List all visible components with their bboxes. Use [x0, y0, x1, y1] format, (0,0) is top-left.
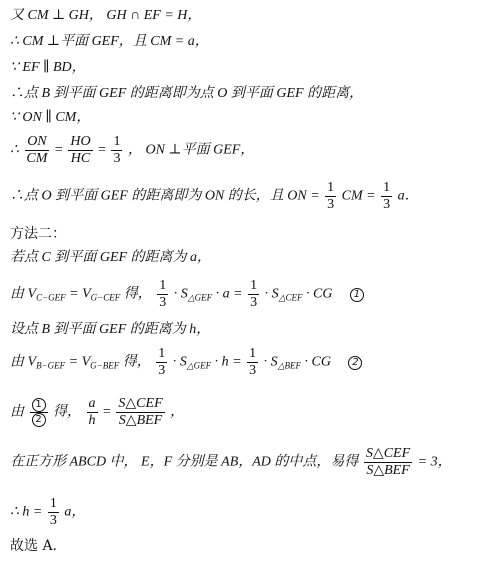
- text-part: =: [103, 404, 111, 420]
- subscript: △GEF: [187, 292, 213, 303]
- text-part: 在正方形 ABCD 中， E，F 分别是 AB，AD 的中点，易得: [10, 454, 359, 470]
- text-part: · S: [172, 354, 187, 370]
- line-3: ∵ EF ∥ BD，: [10, 60, 86, 75]
- text-part: 得，: [119, 354, 151, 370]
- text-part: · CG: [302, 286, 333, 302]
- frac-den: 3: [158, 363, 166, 378]
- circled-number-2: 2: [348, 356, 362, 370]
- frac-num: a: [88, 396, 96, 411]
- text-part: · S: [173, 286, 188, 302]
- frac-num: 1: [159, 278, 167, 293]
- text-part: 得，: [120, 286, 152, 302]
- frac-den: 3: [159, 295, 167, 310]
- subscript: △GEF: [186, 360, 212, 371]
- frac-num: HO: [70, 134, 91, 149]
- line-12: [10, 346, 362, 379]
- frac-den: 3: [49, 513, 57, 528]
- frac-num: 1: [250, 278, 258, 293]
- frac-den: 3: [250, 295, 258, 310]
- text-part: · a =: [212, 286, 243, 302]
- line-6-tail: ， ON ⊥平面 GEF，: [127, 142, 255, 158]
- text-part: ，: [170, 404, 185, 420]
- text-part: 由 V: [10, 354, 37, 370]
- circled-number-1: 1: [32, 398, 46, 412]
- subscript: △CEF: [278, 292, 303, 303]
- fraction-one-third: [157, 278, 168, 311]
- frac-num: ON: [27, 134, 47, 149]
- frac-den: S△BEF: [366, 463, 410, 478]
- text-part: 由: [10, 404, 24, 420]
- line-14: [10, 446, 452, 479]
- text-part: · CG: [301, 354, 331, 370]
- fraction-one-third: [48, 496, 59, 529]
- line-10: [10, 278, 364, 311]
- line-1: 又 CM ⊥ GH， GH ∩ EF = H，: [10, 8, 202, 23]
- line-5: ∵ ON ∥ CM，: [10, 110, 91, 125]
- text-part: · S: [264, 286, 279, 302]
- text-part: · S: [263, 354, 278, 370]
- subscript: C−GEF: [36, 292, 66, 303]
- fraction-one-third: [156, 346, 167, 379]
- frac-den: S△BEF: [118, 413, 163, 428]
- text-part: 得，: [53, 404, 81, 420]
- frac-num: [30, 398, 48, 413]
- circled-number-2: 2: [32, 413, 46, 427]
- line-13: [10, 396, 184, 429]
- subscript: G−CEF: [90, 292, 121, 303]
- fraction-one-third: [381, 180, 392, 213]
- line-7-tail: a．: [397, 188, 419, 204]
- fraction-area-ratio: [116, 396, 164, 429]
- frac-num: 1: [158, 346, 166, 361]
- frac-num: 1: [113, 134, 121, 149]
- text-part: = V: [65, 286, 91, 302]
- fraction-one-third: [248, 278, 259, 311]
- fraction-a-over-h: [87, 396, 98, 429]
- line-7-head: ∴点 O 到平面 GEF 的距离即为 ON 的长，且 ON =: [10, 188, 320, 204]
- frac-num: S△CEF: [365, 446, 411, 461]
- frac-den: [30, 413, 48, 427]
- frac-den: 3: [113, 151, 121, 166]
- method-two-heading: 方法二：: [10, 226, 66, 242]
- frac-den: 3: [327, 197, 335, 212]
- frac-num: 1: [49, 496, 57, 511]
- frac-num: S△CEF: [118, 396, 163, 411]
- text-part: a，: [64, 504, 86, 520]
- fraction-circled-1-over-2: [30, 398, 48, 427]
- subscript: G−BEF: [90, 360, 120, 371]
- line-4: ∴点 B 到平面 GEF 的距离即为点 O 到平面 GEF 的距离，: [10, 86, 364, 101]
- text-part: ∴ h =: [10, 504, 43, 520]
- frac-num: 1: [327, 180, 335, 195]
- text-part: = 3，: [417, 454, 452, 470]
- subscript: △BEF: [277, 360, 302, 371]
- final-answer: 故选 A.: [10, 538, 58, 554]
- frac-den: 3: [383, 197, 391, 212]
- text-part: = V: [65, 354, 91, 370]
- fraction-ho-hc: [68, 134, 92, 167]
- line-9: 若点 C 到平面 GEF 的距离为 a，: [10, 250, 212, 265]
- fraction-on-cm: [24, 134, 49, 167]
- line-11: 设点 B 到平面 GEF 的距离为 h，: [10, 322, 211, 337]
- subscript: B−GEF: [36, 360, 66, 371]
- line-15: [10, 496, 85, 529]
- frac-den: h: [88, 413, 96, 428]
- frac-num: 1: [249, 346, 257, 361]
- frac-den: 3: [249, 363, 257, 378]
- frac-den: HC: [70, 151, 91, 166]
- text-part: 由 V: [10, 286, 37, 302]
- fraction-area-ratio: [364, 446, 412, 479]
- line-7-mid: CM =: [341, 188, 376, 204]
- fraction-one-third: [111, 134, 122, 167]
- line-6: ∴ $\frac{ON}{CM}$ = $\frac{HO}{HC}$ = $\frac{1}{3}$ ， ON ⊥平面 GEF，: [10, 134, 255, 166]
- text-part: · h =: [211, 354, 242, 370]
- fraction-one-third: [325, 180, 336, 213]
- line-2: ∴ CM ⊥平面 GEF，且 CM = a，: [10, 34, 209, 49]
- therefore-symbol: ∴: [10, 142, 19, 158]
- line-7: [10, 180, 419, 213]
- circled-number-1: 1: [350, 288, 364, 302]
- frac-den: CM: [26, 151, 48, 166]
- frac-num: 1: [383, 180, 391, 195]
- fraction-one-third: [247, 346, 258, 379]
